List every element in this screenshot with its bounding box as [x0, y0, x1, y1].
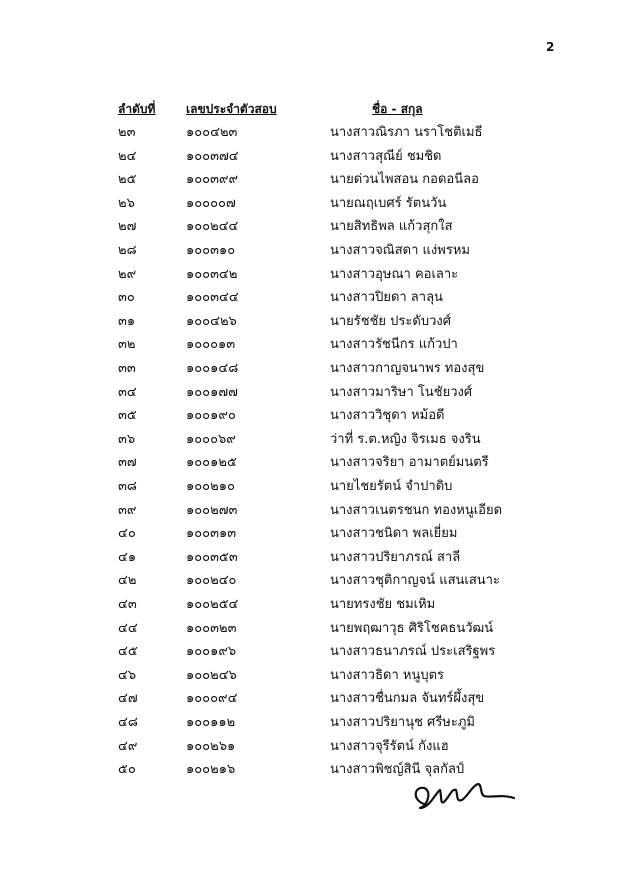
- table-row: [0, 286, 632, 309]
- order-number: ๔๑: [118, 549, 137, 565]
- full-name: นางสาวปริยานุช ศรีษะภูมิ: [330, 715, 475, 730]
- header-order: ลำดับที่: [118, 102, 156, 116]
- exam-id: ๑๐๐๑๔๘: [186, 361, 239, 376]
- order-number: ๒๙: [118, 266, 137, 282]
- exam-id: ๑๐๐๓๕๓: [186, 549, 238, 565]
- table-row: [0, 546, 632, 569]
- full-name: นางสาวเนตรชนก ทองหนูเอียด: [330, 502, 503, 518]
- exam-id: ๑๐๐๑๒๕: [186, 455, 237, 471]
- full-name: นางสาวจริยา อามาตย์มนตรี: [330, 455, 489, 471]
- order-number: ๔๖: [118, 667, 137, 683]
- full-name: นายด่วนไพสอน กอดอนีลอ: [330, 172, 479, 188]
- order-number: ๒๕: [118, 172, 137, 188]
- table-row: [0, 617, 632, 640]
- full-name: นายณฤเบศร์ รัตนวัน: [330, 195, 447, 211]
- table-row: [0, 192, 632, 215]
- full-name: นายไชยรัตน์ จำปาดิบ: [330, 479, 453, 494]
- table-row: [0, 333, 632, 356]
- table-row: [0, 664, 632, 687]
- full-name: นายพฤฒาวุธ ศิริโชคธนวัฒน์: [330, 620, 494, 636]
- table-row: [0, 310, 632, 333]
- order-number: ๔๕: [118, 644, 138, 660]
- order-number: ๒๔: [118, 148, 137, 164]
- full-name: นางสาวกาญจนาพร ทองสุข: [330, 361, 485, 376]
- full-name: นางสาวอุษณา คอเลาะ: [330, 266, 459, 282]
- table-row: [0, 758, 632, 781]
- table-row: [0, 451, 632, 474]
- order-number: ๓๒: [118, 337, 136, 353]
- table-row: [0, 168, 632, 191]
- table-row: [0, 711, 632, 734]
- order-number: ๒๓: [118, 125, 136, 140]
- full-name: นางสาวจุรีรัตน์ กังแฮ: [330, 738, 449, 754]
- exam-id: ๑๐๐๒๔๖: [186, 667, 237, 683]
- table-row: [0, 428, 632, 451]
- exam-id: ๑๐๐๔๒๖: [186, 313, 237, 329]
- table-row: [0, 121, 632, 144]
- table-row: [0, 640, 632, 663]
- table-row: [0, 499, 632, 522]
- signature-image: [410, 778, 520, 814]
- exam-id: ๑๐๐๓๙๙: [186, 172, 239, 188]
- exam-id: ๑๐๐๓๒๓: [186, 620, 237, 636]
- exam-id: ๑๐๐๒๗๓: [186, 502, 238, 518]
- order-number: ๓๓: [118, 361, 136, 376]
- table-row: [0, 357, 632, 380]
- table-row: [0, 735, 632, 758]
- full-name: นางสาวชุติกาญจน์ แสนเสนาะ: [330, 573, 500, 589]
- exam-id: ๑๐๐๔๒๓: [186, 125, 238, 140]
- full-name: นางสาวพิชญ์สินี จุลกัลป์: [330, 762, 465, 778]
- full-name: นางสาวรัชนีกร แก้วปา: [330, 337, 458, 353]
- order-number: ๔๘: [118, 715, 138, 730]
- full-name: ว่าที่ ร.ต.หญิง จิรเมธ จงริน: [330, 431, 481, 447]
- full-name: นางสาวมาริษา โนชัยวงศ์: [330, 384, 473, 400]
- exam-id: ๑๐๐๓๑๐: [186, 243, 236, 258]
- exam-id: ๑๐๐๑๗๗: [186, 384, 238, 400]
- order-number: ๔๓: [118, 597, 137, 612]
- table-row: [0, 215, 632, 238]
- full-name: นางสาวธนาภรณ์ ประเสริฐพร: [330, 644, 496, 660]
- header-exam-id: เลขประจำตัวสอบ: [186, 102, 277, 116]
- exam-id: ๑๐๐๒๔๔: [186, 219, 239, 235]
- exam-id: ๑๐๐๑๙๐: [186, 408, 236, 424]
- full-name: นายรัชชัย ประดับวงศ์: [330, 313, 451, 329]
- exam-id: ๑๐๐๐๖๙: [186, 431, 236, 447]
- table-row: [0, 569, 632, 592]
- table-row: [0, 475, 632, 498]
- order-number: ๔๔: [118, 620, 138, 636]
- order-number: ๔๙: [118, 738, 138, 754]
- table-row: [0, 239, 632, 262]
- exam-id: ๑๐๐๓๑๓: [186, 526, 237, 542]
- exam-id: ๑๐๐๑๑๒: [186, 715, 236, 730]
- order-number: ๓๕: [118, 408, 137, 424]
- order-number: ๓๘: [118, 479, 137, 494]
- exam-id: ๑๐๐๓๔๒: [186, 266, 238, 282]
- order-number: ๔๐: [118, 526, 136, 542]
- full-name: นางสาวปริยาภรณ์ สาลี: [330, 549, 461, 565]
- page-number: 2: [546, 40, 555, 54]
- order-number: ๒๗: [118, 219, 137, 235]
- order-number: ๔๒: [118, 573, 137, 589]
- exam-id: ๑๐๐๐๑๓: [186, 337, 236, 353]
- exam-id: ๑๐๐๒๖๑: [186, 738, 236, 754]
- table-row: [0, 522, 632, 545]
- full-name: นายสิทธิพล แก้วสุกใส: [330, 219, 453, 235]
- order-number: ๓๐: [118, 290, 135, 306]
- table-row: [0, 687, 632, 710]
- exam-id: ๑๐๐๒๕๔: [186, 597, 239, 612]
- exam-id: ๑๐๐๐๙๔: [186, 691, 238, 707]
- table-row: [0, 404, 632, 427]
- full-name: นางสาวจณิสดา แง่พรหม: [330, 243, 470, 258]
- exam-id: ๑๐๐๓๗๔: [186, 148, 239, 164]
- table-row: [0, 145, 632, 168]
- order-number: ๓๗: [118, 455, 137, 471]
- table-row: [0, 381, 632, 404]
- full-name: นางสาววิชุดา หม้อดี: [330, 408, 445, 424]
- table-header: [0, 98, 632, 121]
- full-name: นางสาวชื่นกมล จันทร์ผึ้งสุข: [330, 691, 485, 707]
- order-number: ๒๘: [118, 243, 137, 258]
- order-number: ๕๐: [118, 762, 136, 778]
- table-row: [0, 593, 632, 616]
- exam-id: ๑๐๐๑๙๖: [186, 644, 237, 660]
- full-name: นางสาวปิยดา ลาลุน: [330, 290, 443, 306]
- exam-id: ๑๐๐๐๐๗: [186, 195, 236, 211]
- full-name: นายทรงชัย ชมเหิม: [330, 597, 436, 612]
- header-name: ชื่อ - สกุล: [372, 102, 423, 116]
- full-name: นางสาวธิดา หนูบุตร: [330, 667, 445, 683]
- exam-id: ๑๐๐๓๔๔: [186, 290, 239, 306]
- full-name: นางสาวชนิดา พลเยี่ยม: [330, 526, 458, 542]
- order-number: ๔๗: [118, 691, 138, 707]
- order-number: ๓๖: [118, 431, 136, 447]
- order-number: ๓๔: [118, 384, 137, 400]
- exam-id: ๑๐๐๒๑๐: [186, 479, 235, 494]
- order-number: ๓๑: [118, 313, 136, 329]
- table-row: [0, 263, 632, 286]
- full-name: นางสาวณิรภา นราโชติเมธี: [330, 125, 483, 140]
- exam-id: ๑๐๐๒๑๖: [186, 762, 236, 778]
- order-number: ๒๖: [118, 195, 135, 211]
- order-number: ๓๙: [118, 502, 137, 518]
- exam-id: ๑๐๐๒๔๐: [186, 573, 237, 589]
- full-name: นางสาวสุณีย์ ชมชิด: [330, 148, 442, 164]
